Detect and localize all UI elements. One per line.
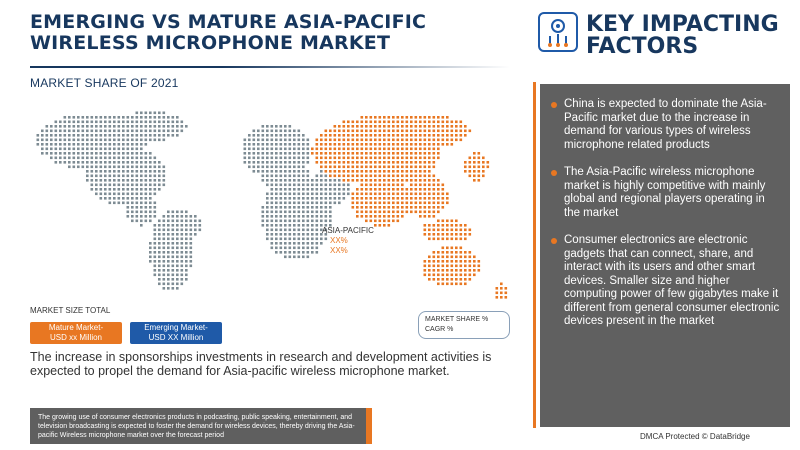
subtitle: MARKET SHARE OF 2021	[30, 76, 179, 90]
body-text: The increase in sponsorships investments in research and development activities is expected to propel the demand for Asia-pacific wireless microphone market.	[30, 350, 492, 378]
title-divider	[30, 66, 510, 68]
emerging-line-2: USD XX Million	[148, 333, 204, 342]
region-label: ASIA-PACIFIC	[322, 226, 374, 235]
title-line-1: EMERGING VS MATURE ASIA-PACIFIC	[30, 11, 427, 33]
factor-text: The Asia-Pacific wireless microphone market is highly competitive with mainly global and regional players operating in the market	[564, 166, 766, 219]
emerging-line-1: Emerging Market-	[144, 323, 208, 332]
region-value-2: XX%	[330, 246, 348, 255]
factor-text: Consumer electronics are electronic gadgets that can connect, share, and interact with its users and other smart devices. Smaller size and higher computing power of few gigabytes make it different from general consumer electronic devices present in the market	[564, 234, 780, 327]
title-line-2: WIRELESS MICROPHONE MARKET	[30, 32, 391, 54]
dmca-notice: DMCA Protected © DataBridge	[640, 432, 750, 441]
share-cagr-box	[418, 311, 510, 339]
market-size-label: MARKET SIZE TOTAL	[30, 306, 111, 315]
region-value-1: XX%	[330, 236, 348, 245]
orange-divider	[533, 82, 536, 428]
mature-line-1: Mature Market-	[48, 323, 104, 332]
emerging-market-badge	[130, 322, 222, 344]
key-factors-title	[586, 14, 786, 58]
mature-market-badge	[30, 322, 122, 344]
key-factors-panel	[540, 84, 790, 427]
factor-item	[564, 98, 780, 152]
factor-text: China is expected to dominate the Asia-Pacific market due to the increase in demand for various types of wireless microphone related products	[564, 98, 767, 151]
bullet-icon	[551, 102, 557, 108]
world-dot-map	[30, 105, 520, 310]
cagr-line: CAGR %	[425, 326, 454, 333]
mature-line-2: USD xx Million	[49, 333, 102, 342]
bullet-icon	[551, 170, 557, 176]
kif-title-line-1: KEY IMPACTING	[586, 12, 779, 37]
footer-accent-bar	[366, 408, 372, 444]
bullet-icon	[551, 238, 557, 244]
kif-title-line-2: FACTORS	[586, 34, 699, 59]
gear-circuit-icon	[538, 12, 578, 52]
share-line: MARKET SHARE %	[425, 316, 489, 323]
factor-item	[564, 234, 780, 329]
footer-note: The growing use of consumer electronics products in podcasting, public speaking, entertainment, and television broadcasting is expected to foster the demand for wireless devices, thereby driving the Asia-pacific Wireless microphone market over the forecast period	[30, 408, 366, 444]
factor-item	[564, 166, 780, 220]
page-title	[30, 12, 510, 54]
